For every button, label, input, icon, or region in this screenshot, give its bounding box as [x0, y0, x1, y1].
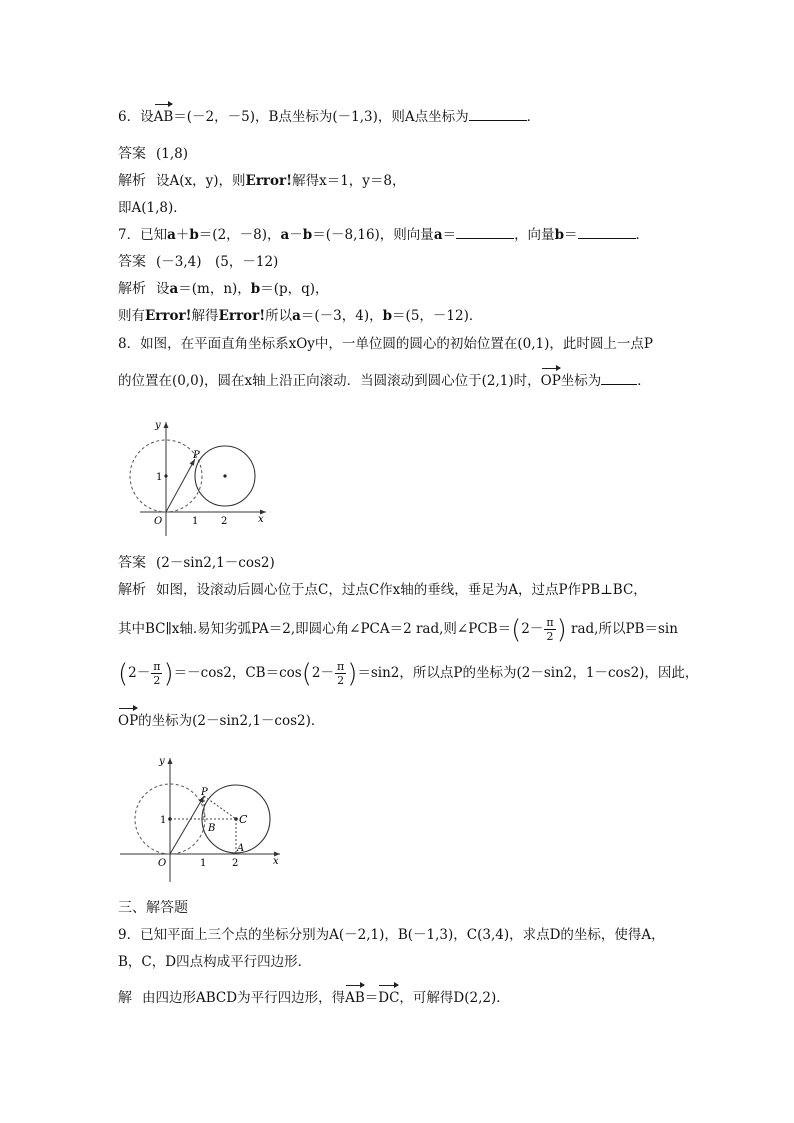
- label-one-y: 1: [156, 472, 163, 483]
- solution-text: ，可解得D(2,2)．: [399, 990, 510, 1006]
- q8-text: 的位置在(0,0)，圆在x轴上沿正向滚动．当圆滚动到圆心位于(2,1)时，: [118, 373, 541, 389]
- analysis-text: ＝sin2，所以点P的坐标为(2－sin2，1－cos2)，因此，: [357, 665, 699, 681]
- answer-blank[interactable]: [578, 226, 636, 239]
- q8-line1: [118, 335, 653, 353]
- fraction-denominator: 2: [546, 630, 554, 643]
- vector-a: a: [433, 227, 443, 243]
- analysis-label: 解析: [118, 281, 146, 297]
- analysis-text: ＝－cos2，CB＝cos: [173, 665, 302, 681]
- y-axis-arrow: [164, 422, 169, 428]
- fraction-numerator: π: [336, 660, 345, 673]
- q7-text: ．: [635, 227, 650, 243]
- label-origin: O: [158, 858, 167, 869]
- vector-op: OP: [540, 373, 561, 389]
- q8-line2: [118, 372, 651, 390]
- q6-analysis: [118, 172, 406, 190]
- analysis-label: 解析: [118, 173, 146, 189]
- answer-label: 答案: [118, 146, 146, 162]
- q8-analysis-line2: [118, 616, 678, 643]
- q6-text-mid: ＝(－2，－5)，B点坐标为(－1,3)，则A点坐标为: [173, 109, 469, 125]
- fraction-denominator: 2: [337, 674, 345, 687]
- answer-blank[interactable]: [601, 372, 637, 385]
- solution-text: 由四边形ABCD为平行四边形，得: [142, 990, 346, 1006]
- analysis-text: 其中BC∥x轴.易知劣弧: [118, 621, 252, 637]
- analysis-text: 则有: [118, 308, 145, 324]
- q7-analysis: [118, 280, 329, 298]
- q7-analysis-line2: [118, 307, 482, 325]
- figure-rolling-circle-1: [118, 408, 278, 540]
- q6-line: [118, 108, 540, 126]
- q7-text: ＝(2，－8)，: [198, 227, 281, 243]
- answer-value: (2－sin2,1－cos2): [156, 555, 275, 571]
- label-p: P: [201, 787, 208, 798]
- label-b: B: [208, 823, 216, 834]
- fraction-pi-over-2: [151, 660, 162, 687]
- analysis-text: 设: [156, 281, 170, 297]
- vector-b: b: [250, 281, 261, 297]
- vector-b: b: [189, 227, 199, 243]
- label-y: y: [159, 756, 165, 767]
- vector-a: a: [167, 227, 176, 243]
- label-a: A: [237, 843, 245, 854]
- q8-analysis-line3: [118, 660, 698, 687]
- q6-text-post: ．: [526, 109, 541, 125]
- vector-a: a: [280, 227, 290, 243]
- q7-answer: [118, 253, 278, 271]
- analysis-text: 即A(1,8)．: [118, 200, 187, 216]
- analysis-text: 2－: [521, 621, 544, 637]
- vector-op: OP: [118, 713, 139, 729]
- analysis-text: 的坐标为(2－sin2,1－cos2)．: [138, 713, 325, 729]
- error-text: Error!: [245, 173, 293, 189]
- error-text: Error!: [218, 308, 266, 324]
- fraction-pi-over-2: [335, 660, 346, 687]
- label-origin: O: [154, 516, 163, 527]
- answer-blank[interactable]: [456, 226, 514, 239]
- label-x: x: [273, 856, 279, 867]
- answer-value: (1,8): [156, 146, 189, 162]
- label-two-x: 2: [232, 858, 239, 869]
- label-two-x: 2: [221, 516, 228, 527]
- vector-ab: AB: [345, 990, 365, 1006]
- solution-label: 解: [118, 990, 132, 1006]
- fraction-denominator: 2: [153, 674, 161, 687]
- q7-text: 7．已知: [118, 227, 168, 243]
- q8-text: ．: [637, 373, 651, 389]
- fraction-numerator: π: [546, 616, 554, 629]
- q7-text: ＝(－8,16)，则向量: [312, 227, 434, 243]
- answer-blank[interactable]: [469, 108, 527, 121]
- center-dot-initial: [164, 474, 167, 477]
- analysis-text: 如图，设滚动后圆心位于点C，过点C作x轴的垂线，垂足为A，过点P作PB⊥BC，: [156, 582, 647, 598]
- analysis-text: 解得: [191, 308, 219, 324]
- q6-analysis-line2: [118, 199, 187, 217]
- vector-a: a: [169, 281, 179, 297]
- q9-text: B，C，D四点构成平行四边形．: [118, 954, 312, 970]
- center-dot-c: [223, 474, 226, 477]
- error-text: Error!: [145, 308, 192, 324]
- vector-a: a: [292, 308, 301, 324]
- vector-b: b: [302, 227, 313, 243]
- analysis-text: PA＝2,即圆心角∠PCA＝2 rad,则∠PCB＝: [251, 621, 512, 637]
- answer-label: 答案: [118, 555, 146, 571]
- q8-text: 8．如图，在平面直角坐标系xOy中，一单位圆的圆心的初始位置在(0,1)，此时圆上一点P: [118, 336, 653, 352]
- vector-op-segment: [166, 459, 195, 512]
- vector-b: b: [554, 227, 565, 243]
- dotted-pc: [204, 796, 236, 819]
- left-paren: (: [301, 658, 312, 689]
- q9-solution: [118, 989, 510, 1007]
- plus-sign: ＋: [175, 227, 190, 243]
- equals-sign: ＝: [564, 227, 578, 243]
- vector-dc: DC: [378, 990, 400, 1006]
- analysis-text: 设A(x，y)，则: [156, 173, 246, 189]
- label-p: P: [193, 450, 200, 461]
- label-one-x: 1: [192, 516, 199, 527]
- analysis-text: rad,所以PB＝sin: [571, 621, 678, 637]
- q7-line: [118, 226, 649, 244]
- q8-text: 坐标为: [560, 373, 602, 389]
- vector-b: b: [382, 308, 393, 324]
- answer-value: (－3,4) (5，－12): [156, 254, 279, 270]
- q9-line1: [118, 926, 665, 944]
- analysis-text: 2－: [128, 665, 151, 681]
- figure-rolling-circle-2: [118, 750, 288, 888]
- label-c: C: [239, 813, 248, 826]
- analysis-text: ＝(5，－12)．: [392, 308, 483, 324]
- fraction-pi-over-2: [544, 616, 555, 643]
- minus-sign: －: [289, 227, 303, 243]
- answer-label: 答案: [118, 254, 146, 270]
- vector-op-segment: [170, 796, 204, 854]
- q7-text: ，向量: [514, 227, 555, 243]
- label-one-x: 1: [200, 858, 207, 869]
- section-heading: [118, 899, 188, 917]
- analysis-text: 解得x＝1，y＝8，: [292, 173, 406, 189]
- analysis-text: 所以: [265, 308, 293, 324]
- y-axis-arrow: [168, 758, 173, 764]
- q6-text-pre: 6．设: [118, 109, 154, 125]
- analysis-text: ＝(－3，4)，: [300, 308, 383, 324]
- label-y: y: [155, 420, 161, 431]
- q6-answer: [118, 145, 188, 163]
- label-one-y: 1: [160, 815, 167, 826]
- section-title: 三、解答题: [118, 900, 188, 916]
- fraction-numerator: π: [153, 660, 161, 673]
- q8-analysis-line1: [118, 581, 647, 599]
- q8-answer: [118, 554, 275, 572]
- analysis-text: ＝(p，q)，: [260, 281, 329, 297]
- equals-sign: ＝: [364, 990, 379, 1006]
- q9-line2: [118, 953, 311, 971]
- analysis-label: 解析: [118, 582, 146, 598]
- vector-ab: AB: [153, 109, 174, 125]
- right-paren: ): [556, 614, 567, 645]
- q9-text: 9．已知平面上三个点的坐标分别为A(－2,1)，B(－1,3)，C(3,4)，求点D的坐标，使得A，: [118, 927, 665, 943]
- right-paren: ): [347, 658, 358, 689]
- q8-analysis-line4: [118, 712, 324, 730]
- left-paren: (: [118, 658, 129, 689]
- left-paren: (: [511, 614, 522, 645]
- analysis-text: 2－: [311, 665, 334, 681]
- label-x: x: [258, 514, 264, 525]
- analysis-text: ＝(m，n)，: [178, 281, 251, 297]
- right-paren: ): [163, 658, 174, 689]
- equals-sign: ＝: [442, 227, 457, 243]
